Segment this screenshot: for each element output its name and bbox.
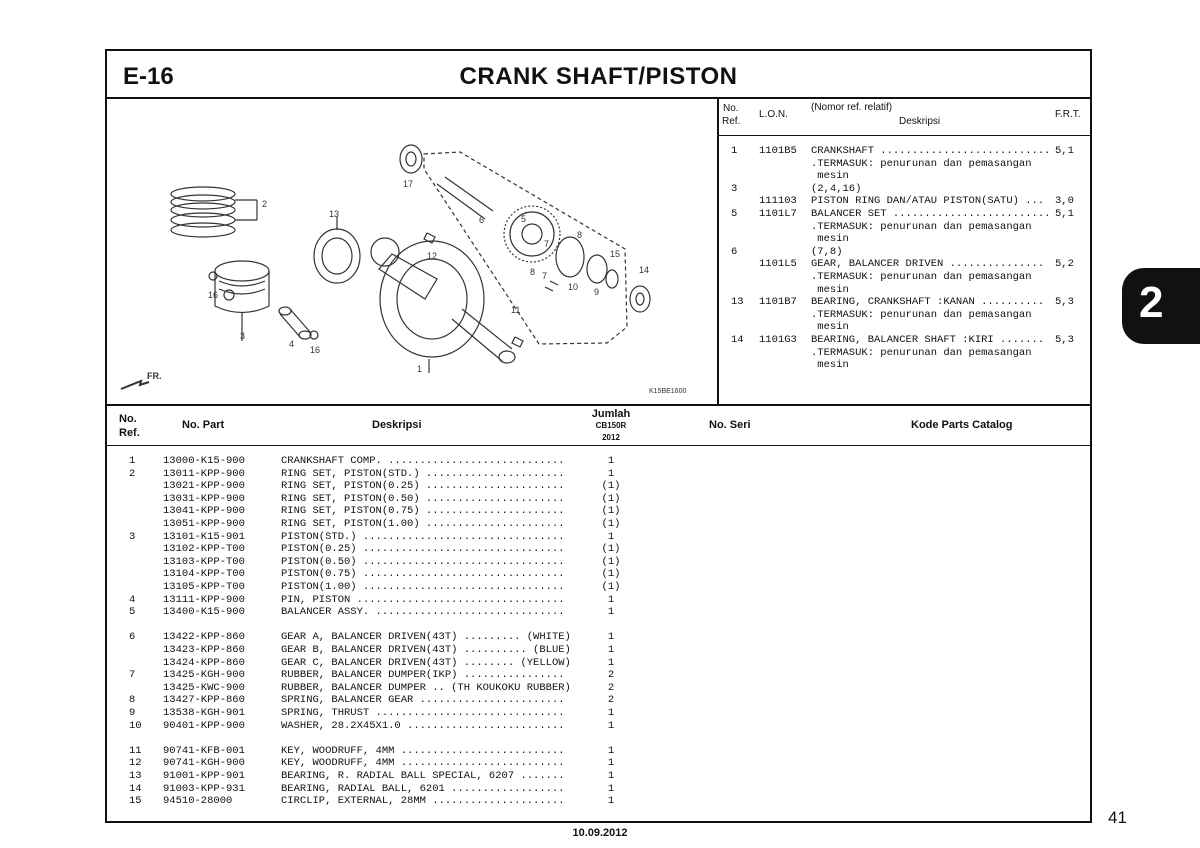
parts-row bbox=[107, 707, 1090, 720]
parts-row bbox=[107, 682, 1090, 695]
callout-5: 5 bbox=[521, 214, 527, 224]
parts-row bbox=[107, 644, 1090, 657]
lon-row bbox=[719, 246, 1092, 258]
lon-cell-desc: BEARING, BALANCER SHAFT :KIRI ....... bbox=[811, 334, 1045, 346]
footer-date: 10.09.2012 bbox=[572, 827, 628, 839]
lon-row bbox=[719, 347, 1092, 359]
lon-header-ref: Ref. bbox=[722, 116, 741, 127]
lon-cell-ref: 5 bbox=[731, 208, 738, 220]
parts-cell-desc: RING SET, PISTON(1.00) ...................... bbox=[281, 518, 565, 530]
parts-cell-qty: 1 bbox=[607, 644, 615, 656]
lon-cell-desc: mesin bbox=[811, 283, 849, 296]
parts-header-year: 2012 bbox=[602, 433, 620, 442]
section-tab-number: 2 bbox=[1139, 278, 1164, 327]
lon-row bbox=[719, 334, 1092, 346]
parts-row bbox=[107, 594, 1090, 607]
lon-cell-ref: 14 bbox=[731, 334, 744, 346]
lon-cell-desc: .TERMASUK: penurunan dan pemasangan bbox=[811, 271, 1032, 283]
parts-row bbox=[107, 543, 1090, 556]
parts-header-ref: Ref. bbox=[119, 427, 140, 439]
parts-cell-ref: 4 bbox=[129, 593, 136, 606]
lon-cell-frt: 5,1 bbox=[1055, 145, 1074, 157]
lon-header-frt: F.R.T. bbox=[1055, 109, 1081, 120]
parts-cell-desc: RING SET, PISTON(0.25) ...................... bbox=[281, 480, 565, 493]
parts-cell-part: 91003-KPP-931 bbox=[163, 782, 245, 795]
lon-cell-frt: 5,3 bbox=[1055, 296, 1074, 309]
lon-row bbox=[719, 158, 1092, 170]
parts-cell-desc: BEARING, RADIAL BALL, 6201 .................. bbox=[281, 782, 565, 795]
callout-3: 3 bbox=[240, 331, 246, 341]
lon-cell-ref: 1 bbox=[731, 145, 738, 157]
parts-cell-qty: (1) bbox=[601, 480, 621, 493]
parts-cell-qty: (1) bbox=[601, 568, 621, 581]
parts-cell-part: 13021-KPP-900 bbox=[163, 480, 245, 493]
parts-cell-part: 13011-KPP-900 bbox=[163, 467, 245, 480]
callout-16b: 16 bbox=[310, 345, 321, 355]
callout-1: 1 bbox=[417, 364, 423, 374]
page-header bbox=[107, 51, 1090, 99]
callout-7: 7 bbox=[544, 239, 550, 249]
parts-header-part: No. Part bbox=[182, 419, 225, 431]
parts-row bbox=[107, 669, 1090, 682]
parts-cell-desc: PISTON(0.25) ................................ bbox=[281, 543, 565, 556]
parts-cell-qty: (1) bbox=[601, 543, 621, 556]
parts-cell-ref: 5 bbox=[129, 606, 136, 619]
parts-cell-qty: 1 bbox=[607, 757, 615, 770]
parts-table-header bbox=[107, 404, 1090, 446]
lon-row bbox=[719, 233, 1092, 245]
callout-17: 17 bbox=[403, 179, 414, 189]
parts-cell-part: 13104-KPP-T00 bbox=[163, 568, 245, 581]
parts-cell-qty: (1) bbox=[601, 492, 621, 505]
lon-cell-ref: 3 bbox=[731, 182, 738, 195]
lon-cell-ref: 6 bbox=[731, 245, 738, 258]
parts-cell-qty: 1 bbox=[607, 795, 615, 808]
parts-row bbox=[107, 694, 1090, 707]
parts-cell-qty: 2 bbox=[607, 669, 615, 682]
lon-cell-frt: 5,1 bbox=[1055, 208, 1074, 220]
lon-row bbox=[719, 145, 1092, 157]
parts-cell-qty: (1) bbox=[601, 581, 621, 593]
diagram-code: K15BE1600 bbox=[649, 388, 687, 395]
parts-row bbox=[107, 505, 1090, 518]
callout-6: 6 bbox=[479, 215, 485, 225]
parts-row bbox=[107, 745, 1090, 758]
parts-cell-desc: PISTON(STD.) ................................ bbox=[281, 530, 565, 543]
parts-cell-ref: 7 bbox=[129, 669, 136, 682]
lon-row bbox=[719, 321, 1092, 333]
parts-row bbox=[107, 455, 1090, 468]
lon-row bbox=[719, 208, 1092, 220]
lon-cell-lon: 111103 bbox=[759, 195, 797, 208]
parts-cell-qty: 1 bbox=[607, 593, 615, 606]
parts-cell-desc: BALANCER ASSY. .............................. bbox=[281, 606, 565, 619]
exploded-diagram bbox=[107, 99, 719, 404]
parts-cell-ref: 9 bbox=[129, 707, 136, 719]
parts-cell-part: 91001-KPP-901 bbox=[163, 770, 245, 782]
parts-header-jumlah: Jumlah bbox=[591, 408, 631, 420]
parts-cell-part: 13538-KGH-901 bbox=[163, 707, 245, 719]
lon-row bbox=[719, 195, 1092, 207]
parts-row bbox=[107, 606, 1090, 619]
parts-cell-desc: PISTON(1.00) ................................ bbox=[281, 581, 565, 593]
lon-table bbox=[719, 99, 1092, 404]
parts-cell-qty: 1 bbox=[607, 656, 615, 669]
lon-cell-ref: 13 bbox=[731, 296, 744, 309]
parts-cell-qty: 1 bbox=[607, 631, 615, 644]
lon-cell-lon: 1101G3 bbox=[759, 334, 797, 346]
lon-cell-desc: .TERMASUK: penurunan dan pemasangan bbox=[811, 346, 1032, 359]
parts-cell-desc: GEAR A, BALANCER DRIVEN(43T) ......... (WHITE) bbox=[281, 631, 571, 644]
callout-9: 9 bbox=[594, 287, 600, 297]
parts-cell-qty: (1) bbox=[601, 518, 621, 530]
parts-row bbox=[107, 518, 1090, 531]
lon-header-nomor: (Nomor ref. relatif) bbox=[811, 102, 893, 113]
lon-cell-desc: .TERMASUK: penurunan dan pemasangan bbox=[811, 220, 1032, 233]
parts-cell-part: 13423-KPP-860 bbox=[163, 644, 245, 656]
parts-cell-qty: (1) bbox=[601, 505, 621, 518]
lon-cell-lon: 1101B7 bbox=[759, 296, 797, 309]
callout-13: 13 bbox=[329, 209, 340, 219]
lon-cell-lon: 1101B5 bbox=[759, 145, 797, 157]
parts-row bbox=[107, 657, 1090, 670]
callout-12: 12 bbox=[427, 251, 438, 261]
parts-cell-part: 13031-KPP-900 bbox=[163, 492, 245, 505]
parts-row bbox=[107, 568, 1090, 581]
callout-11: 11 bbox=[511, 305, 521, 315]
callout-4: 4 bbox=[289, 339, 295, 349]
parts-cell-desc: KEY, WOODRUFF, 4MM .......................... bbox=[281, 757, 565, 770]
lon-cell-desc: PISTON RING DAN/ATAU PISTON(SATU) ... bbox=[811, 195, 1045, 208]
callout-8b: 8 bbox=[530, 267, 536, 277]
parts-cell-part: 94510-28000 bbox=[163, 795, 233, 808]
lon-header-deskripsi: Deskripsi bbox=[899, 116, 941, 127]
crankshaft-piston-drawing bbox=[107, 99, 717, 404]
parts-cell-ref: 8 bbox=[129, 694, 136, 707]
lon-row bbox=[719, 359, 1092, 371]
parts-header-no: No. bbox=[119, 413, 137, 425]
parts-cell-desc: RUBBER, BALANCER DUMPER(IKP) ................ bbox=[281, 669, 565, 682]
parts-cell-part: 90741-KGH-900 bbox=[163, 757, 245, 770]
lon-row bbox=[719, 284, 1092, 296]
parts-cell-ref: 14 bbox=[129, 782, 142, 795]
parts-cell-part: 13102-KPP-T00 bbox=[163, 543, 245, 556]
parts-header-desc: Deskripsi bbox=[372, 419, 422, 431]
lon-cell-frt: 3,0 bbox=[1055, 195, 1074, 208]
parts-cell-desc: PISTON(0.50) ................................ bbox=[281, 555, 565, 568]
parts-cell-desc: CIRCLIP, EXTERNAL, 28MM ..................... bbox=[281, 795, 565, 808]
parts-cell-part: 13424-KPP-860 bbox=[163, 656, 245, 669]
parts-cell-part: 13422-KPP-860 bbox=[163, 631, 245, 644]
parts-cell-desc: RING SET, PISTON(0.50) ...................... bbox=[281, 492, 565, 505]
parts-cell-qty: 1 bbox=[607, 719, 615, 732]
parts-row bbox=[107, 468, 1090, 481]
lon-cell-desc: (7,8) bbox=[811, 245, 843, 258]
lon-cell-lon: 1101L7 bbox=[759, 208, 797, 220]
parts-cell-desc: SPRING, BALANCER GEAR ....................... bbox=[281, 694, 565, 707]
parts-cell-part: 13000-K15-900 bbox=[163, 455, 245, 467]
lon-row bbox=[719, 221, 1092, 233]
lon-table-header bbox=[719, 99, 1092, 136]
lon-cell-desc: .TERMASUK: penurunan dan pemasangan bbox=[811, 308, 1032, 321]
parts-cell-ref: 11 bbox=[129, 744, 142, 757]
lon-row bbox=[719, 309, 1092, 321]
parts-cell-qty: 1 bbox=[607, 782, 615, 795]
parts-cell-qty: (1) bbox=[601, 555, 621, 568]
page-number: 41 bbox=[1108, 808, 1127, 827]
page-title: CRANK SHAFT/PISTON bbox=[459, 63, 738, 90]
lon-header-no: No. bbox=[723, 103, 739, 114]
parts-cell-qty: 2 bbox=[607, 681, 615, 694]
parts-row bbox=[107, 770, 1090, 783]
parts-cell-ref: 10 bbox=[129, 719, 142, 732]
parts-cell-qty: 1 bbox=[607, 744, 615, 757]
lon-row bbox=[719, 296, 1092, 308]
lon-header-lon: L.O.N. bbox=[759, 109, 788, 120]
parts-row bbox=[107, 531, 1090, 544]
lon-row bbox=[719, 170, 1092, 182]
parts-cell-ref: 2 bbox=[129, 467, 136, 480]
parts-cell-ref: 13 bbox=[129, 770, 142, 782]
callout-16: 16 bbox=[208, 290, 219, 300]
parts-cell-ref: 12 bbox=[129, 757, 142, 770]
lon-row bbox=[719, 183, 1092, 195]
parts-header-model: CB150R bbox=[595, 421, 627, 430]
parts-cell-part: 13111-KPP-900 bbox=[163, 593, 245, 606]
parts-cell-part: 13101-K15-901 bbox=[163, 530, 245, 543]
lon-cell-desc: .TERMASUK: penurunan dan pemasangan bbox=[811, 157, 1032, 170]
parts-cell-ref: 15 bbox=[129, 795, 142, 808]
parts-cell-qty: 1 bbox=[607, 606, 615, 619]
parts-cell-part: 13427-KPP-860 bbox=[163, 694, 245, 707]
parts-cell-desc: GEAR C, BALANCER DRIVEN(43T) ........ (YELLOW) bbox=[281, 656, 571, 669]
lon-cell-frt: 5,3 bbox=[1055, 334, 1074, 346]
parts-cell-part: 13425-KGH-900 bbox=[163, 669, 245, 682]
lon-cell-frt: 5,2 bbox=[1055, 258, 1074, 271]
callout-8: 8 bbox=[577, 230, 583, 240]
callout-2: 2 bbox=[262, 199, 268, 209]
parts-cell-ref: 3 bbox=[129, 530, 136, 543]
parts-cell-part: 13051-KPP-900 bbox=[163, 518, 245, 530]
parts-row bbox=[107, 757, 1090, 770]
parts-row bbox=[107, 480, 1090, 493]
parts-cell-qty: 1 bbox=[607, 455, 615, 467]
lon-cell-desc: mesin bbox=[811, 321, 849, 334]
parts-cell-part: 90741-KFB-001 bbox=[163, 744, 245, 757]
parts-row bbox=[107, 581, 1090, 594]
lon-cell-desc: BALANCER SET ......................... bbox=[811, 208, 1051, 220]
parts-row bbox=[107, 720, 1090, 733]
parts-cell-desc: WASHER, 28.2X45X1.0 ......................... bbox=[281, 719, 565, 732]
parts-page-frame bbox=[105, 49, 1092, 823]
lon-cell-desc: mesin bbox=[811, 170, 849, 183]
section-code: E-16 bbox=[123, 63, 174, 90]
parts-cell-part: 13425-KWC-900 bbox=[163, 681, 245, 694]
lon-cell-desc: (2,4,16) bbox=[811, 182, 862, 195]
parts-cell-desc: PISTON(0.75) ................................ bbox=[281, 568, 565, 581]
parts-cell-desc: RING SET, PISTON(0.75) ...................... bbox=[281, 505, 565, 518]
lon-row bbox=[719, 271, 1092, 283]
parts-cell-ref: 1 bbox=[129, 455, 136, 467]
lon-cell-desc: CRANKSHAFT ........................... bbox=[811, 145, 1051, 157]
parts-cell-qty: 1 bbox=[607, 707, 615, 719]
lon-row bbox=[719, 258, 1092, 270]
parts-cell-qty: 1 bbox=[607, 530, 615, 543]
callout-10: 10 bbox=[568, 282, 579, 292]
parts-cell-qty: 1 bbox=[607, 770, 615, 782]
callout-7b: 7 bbox=[542, 271, 548, 281]
parts-cell-desc: SPRING, THRUST .............................. bbox=[281, 707, 565, 719]
parts-cell-desc: RUBBER, BALANCER DUMPER .. (TH KOUKOKU RUBBER) bbox=[281, 681, 571, 694]
parts-cell-part: 13041-KPP-900 bbox=[163, 505, 245, 518]
parts-cell-desc: RING SET, PISTON(STD.) ...................... bbox=[281, 467, 565, 480]
parts-cell-desc: CRANKSHAFT COMP. ............................ bbox=[281, 455, 565, 467]
parts-cell-part: 13400-K15-900 bbox=[163, 606, 245, 619]
callout-15: 15 bbox=[610, 249, 621, 259]
lon-cell-desc: GEAR, BALANCER DRIVEN ............... bbox=[811, 258, 1045, 271]
parts-row bbox=[107, 795, 1090, 808]
diagram-callouts bbox=[147, 179, 686, 395]
parts-cell-qty: 1 bbox=[607, 467, 615, 480]
lon-cell-lon: 1101L5 bbox=[759, 258, 797, 271]
lon-cell-desc: BEARING, CRANKSHAFT :KANAN .......... bbox=[811, 296, 1045, 309]
lon-cell-desc: mesin bbox=[811, 359, 849, 372]
parts-cell-part: 13103-KPP-T00 bbox=[163, 555, 245, 568]
parts-row bbox=[107, 493, 1090, 506]
parts-cell-part: 13105-KPP-T00 bbox=[163, 581, 245, 593]
callout-14: 14 bbox=[639, 265, 650, 275]
parts-cell-desc: BEARING, R. RADIAL BALL SPECIAL, 6207 ....... bbox=[281, 770, 565, 782]
section-tab bbox=[1122, 268, 1200, 344]
parts-cell-ref: 6 bbox=[129, 631, 136, 644]
parts-header-catalog: Kode Parts Catalog bbox=[911, 419, 1013, 431]
lon-cell-desc: mesin bbox=[811, 233, 849, 246]
parts-cell-desc: GEAR B, BALANCER DRIVEN(43T) .......... (BLUE) bbox=[281, 644, 571, 656]
parts-cell-desc: KEY, WOODRUFF, 4MM .......................... bbox=[281, 744, 565, 757]
parts-row bbox=[107, 783, 1090, 796]
parts-header-seri: No. Seri bbox=[709, 419, 751, 431]
parts-cell-qty: 2 bbox=[607, 694, 615, 707]
parts-row bbox=[107, 631, 1090, 644]
parts-row bbox=[107, 556, 1090, 569]
parts-cell-desc: PIN, PISTON ................................. bbox=[281, 593, 565, 606]
parts-cell-part: 90401-KPP-900 bbox=[163, 719, 245, 732]
fr-direction-label: FR. bbox=[147, 371, 162, 381]
